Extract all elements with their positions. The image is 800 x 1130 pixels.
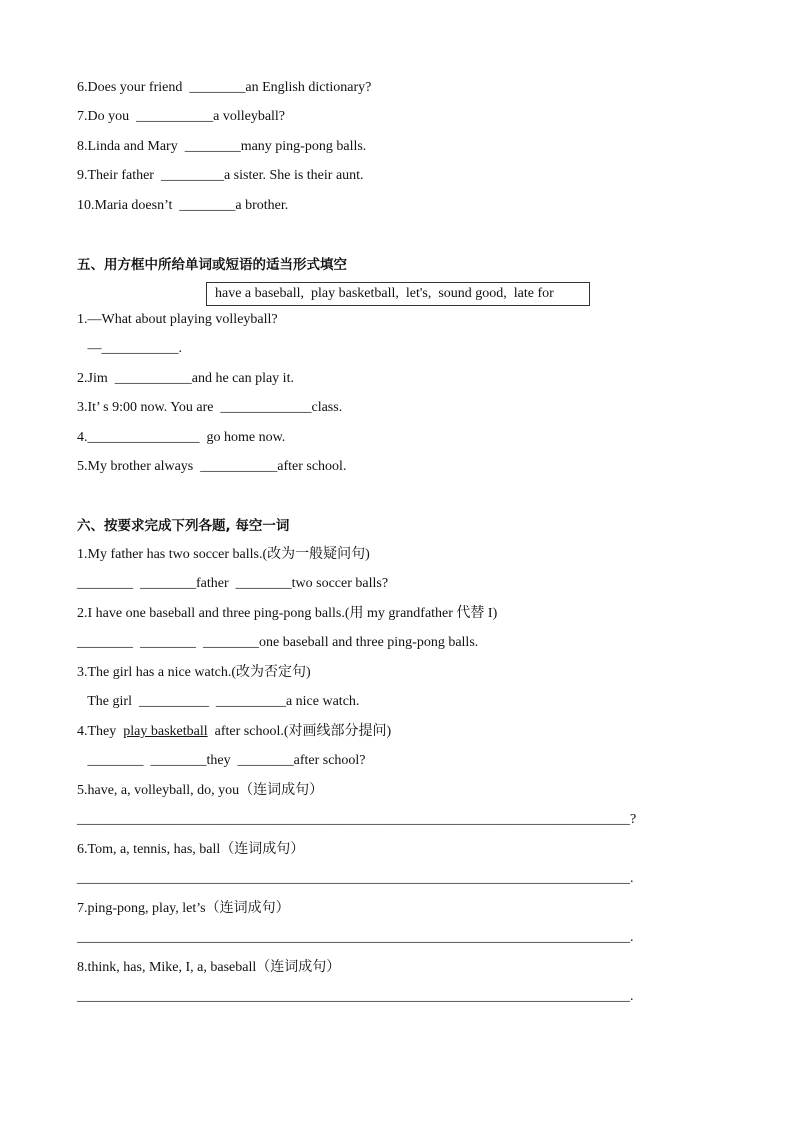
- s6-answer-6: _______________________________________________________________________________.: [77, 871, 634, 886]
- s6-question-5: 5.have, a, volleyball, do, you（连词成句）: [77, 783, 324, 798]
- question-10: 10.Maria doesn’t ________a brother.: [77, 198, 289, 213]
- section-5-heading: 五、用方框中所给单词或短语的适当形式填空: [77, 257, 347, 273]
- s5-question-5: 5.My brother always ___________after school.: [77, 459, 347, 474]
- s6-question-7: 7.ping-pong, play, let’s（连词成句）: [77, 901, 290, 916]
- s6-answer-1: ________ ________father ________two soccer balls?: [77, 576, 389, 591]
- s6-question-8: 8.think, has, Mike, I, a, baseball（连词成句）: [77, 960, 341, 975]
- s6-answer-5: _______________________________________________________________________________?: [77, 812, 637, 827]
- question-8: 8.Linda and Mary ________many ping-pong balls.: [77, 139, 367, 154]
- q4-prefix: 4.They: [77, 724, 124, 739]
- s6-question-4: [77, 723, 391, 741]
- question-9: 9.Their father _________a sister. She is their aunt.: [77, 168, 364, 183]
- s6-answer-4: ________ ________they ________after school?: [77, 753, 366, 768]
- q4-underlined-phrase: play basketball: [123, 724, 208, 739]
- s6-question-6: 6.Tom, a, tennis, has, ball（连词成句）: [77, 842, 305, 857]
- s6-answer-7: _______________________________________________________________________________.: [77, 930, 634, 945]
- s5-question-3: 3.It’ s 9:00 now. You are _____________class.: [77, 400, 343, 415]
- section-6-heading: 六、按要求完成下列各题, 每空一词: [77, 518, 290, 534]
- question-6: 6.Does your friend ________an English dictionary?: [77, 80, 372, 95]
- question-7: 7.Do you ___________a volleyball?: [77, 109, 286, 124]
- s6-answer-8: _______________________________________________________________________________.: [77, 989, 634, 1004]
- s5-question-2: 2.Jim ___________and he can play it.: [77, 371, 294, 386]
- q4-suffix: after school.(对画线部分提问): [207, 724, 392, 739]
- s5-question-4: 4.________________ go home now.: [77, 430, 286, 445]
- s6-answer-2: ________ ________ ________one baseball and three ping-pong balls.: [77, 635, 479, 650]
- s5-question-1: 1.—What about playing volleyball?: [77, 312, 278, 327]
- s6-question-2: 2.I have one baseball and three ping-pong balls.(用 my grandfather 代替 I): [77, 606, 498, 621]
- word-box: have a baseball, play basketball, let's, sound good, late for: [206, 282, 590, 306]
- s6-answer-3: The girl __________ __________a nice watch.: [77, 694, 360, 709]
- s5-answer-1: —___________.: [77, 341, 182, 356]
- s6-question-1: 1.My father has two soccer balls.(改为一般疑问句): [77, 547, 370, 562]
- s6-question-3: 3.The girl has a nice watch.(改为否定句): [77, 665, 311, 680]
